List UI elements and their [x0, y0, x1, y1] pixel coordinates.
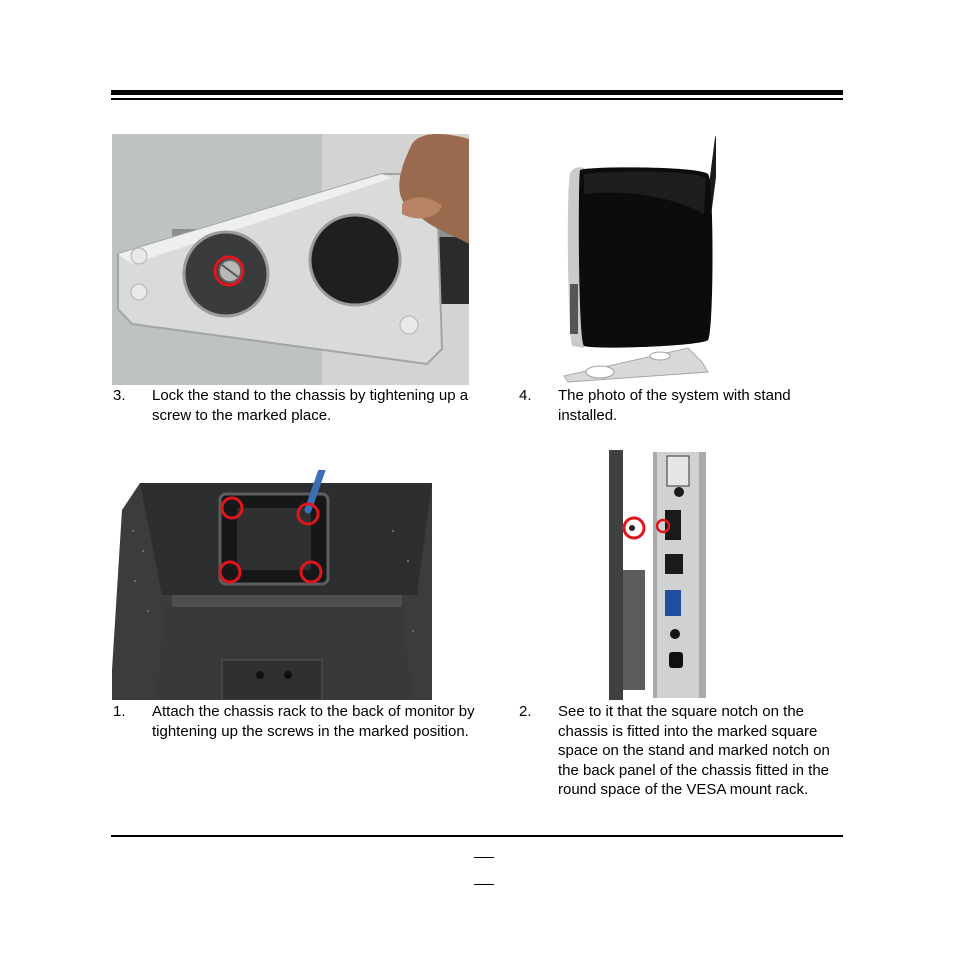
footer-rule [111, 835, 843, 837]
step-text: Attach the chassis rack to the back of monitor by tightening up the screws in the marked position. [152, 703, 475, 740]
header-rule-thin [111, 98, 843, 100]
step-number: 2. [519, 703, 532, 720]
step-text: Lock the stand to the chassis by tightening up a screw to the marked place. [152, 387, 469, 424]
step-text: The photo of the system with stand installed. [558, 387, 791, 424]
monitor-vesa-photo [112, 470, 432, 700]
chassis-side-photo [603, 450, 706, 700]
page-number-mark [474, 884, 494, 885]
stand-screw-photo [112, 134, 469, 385]
system-with-stand-photo [558, 134, 716, 385]
step-number: 4. [519, 387, 532, 404]
step-number: 1. [113, 703, 126, 720]
step-text: See to it that the square notch on the chassis is fitted into the marked square space on the stand and marked notch on the back panel of the chassis fitted in the round space of the VESA mount rack. [558, 703, 830, 798]
header-rule-thick [111, 90, 843, 95]
page-number-mark [474, 857, 494, 858]
step-number: 3. [113, 387, 126, 404]
